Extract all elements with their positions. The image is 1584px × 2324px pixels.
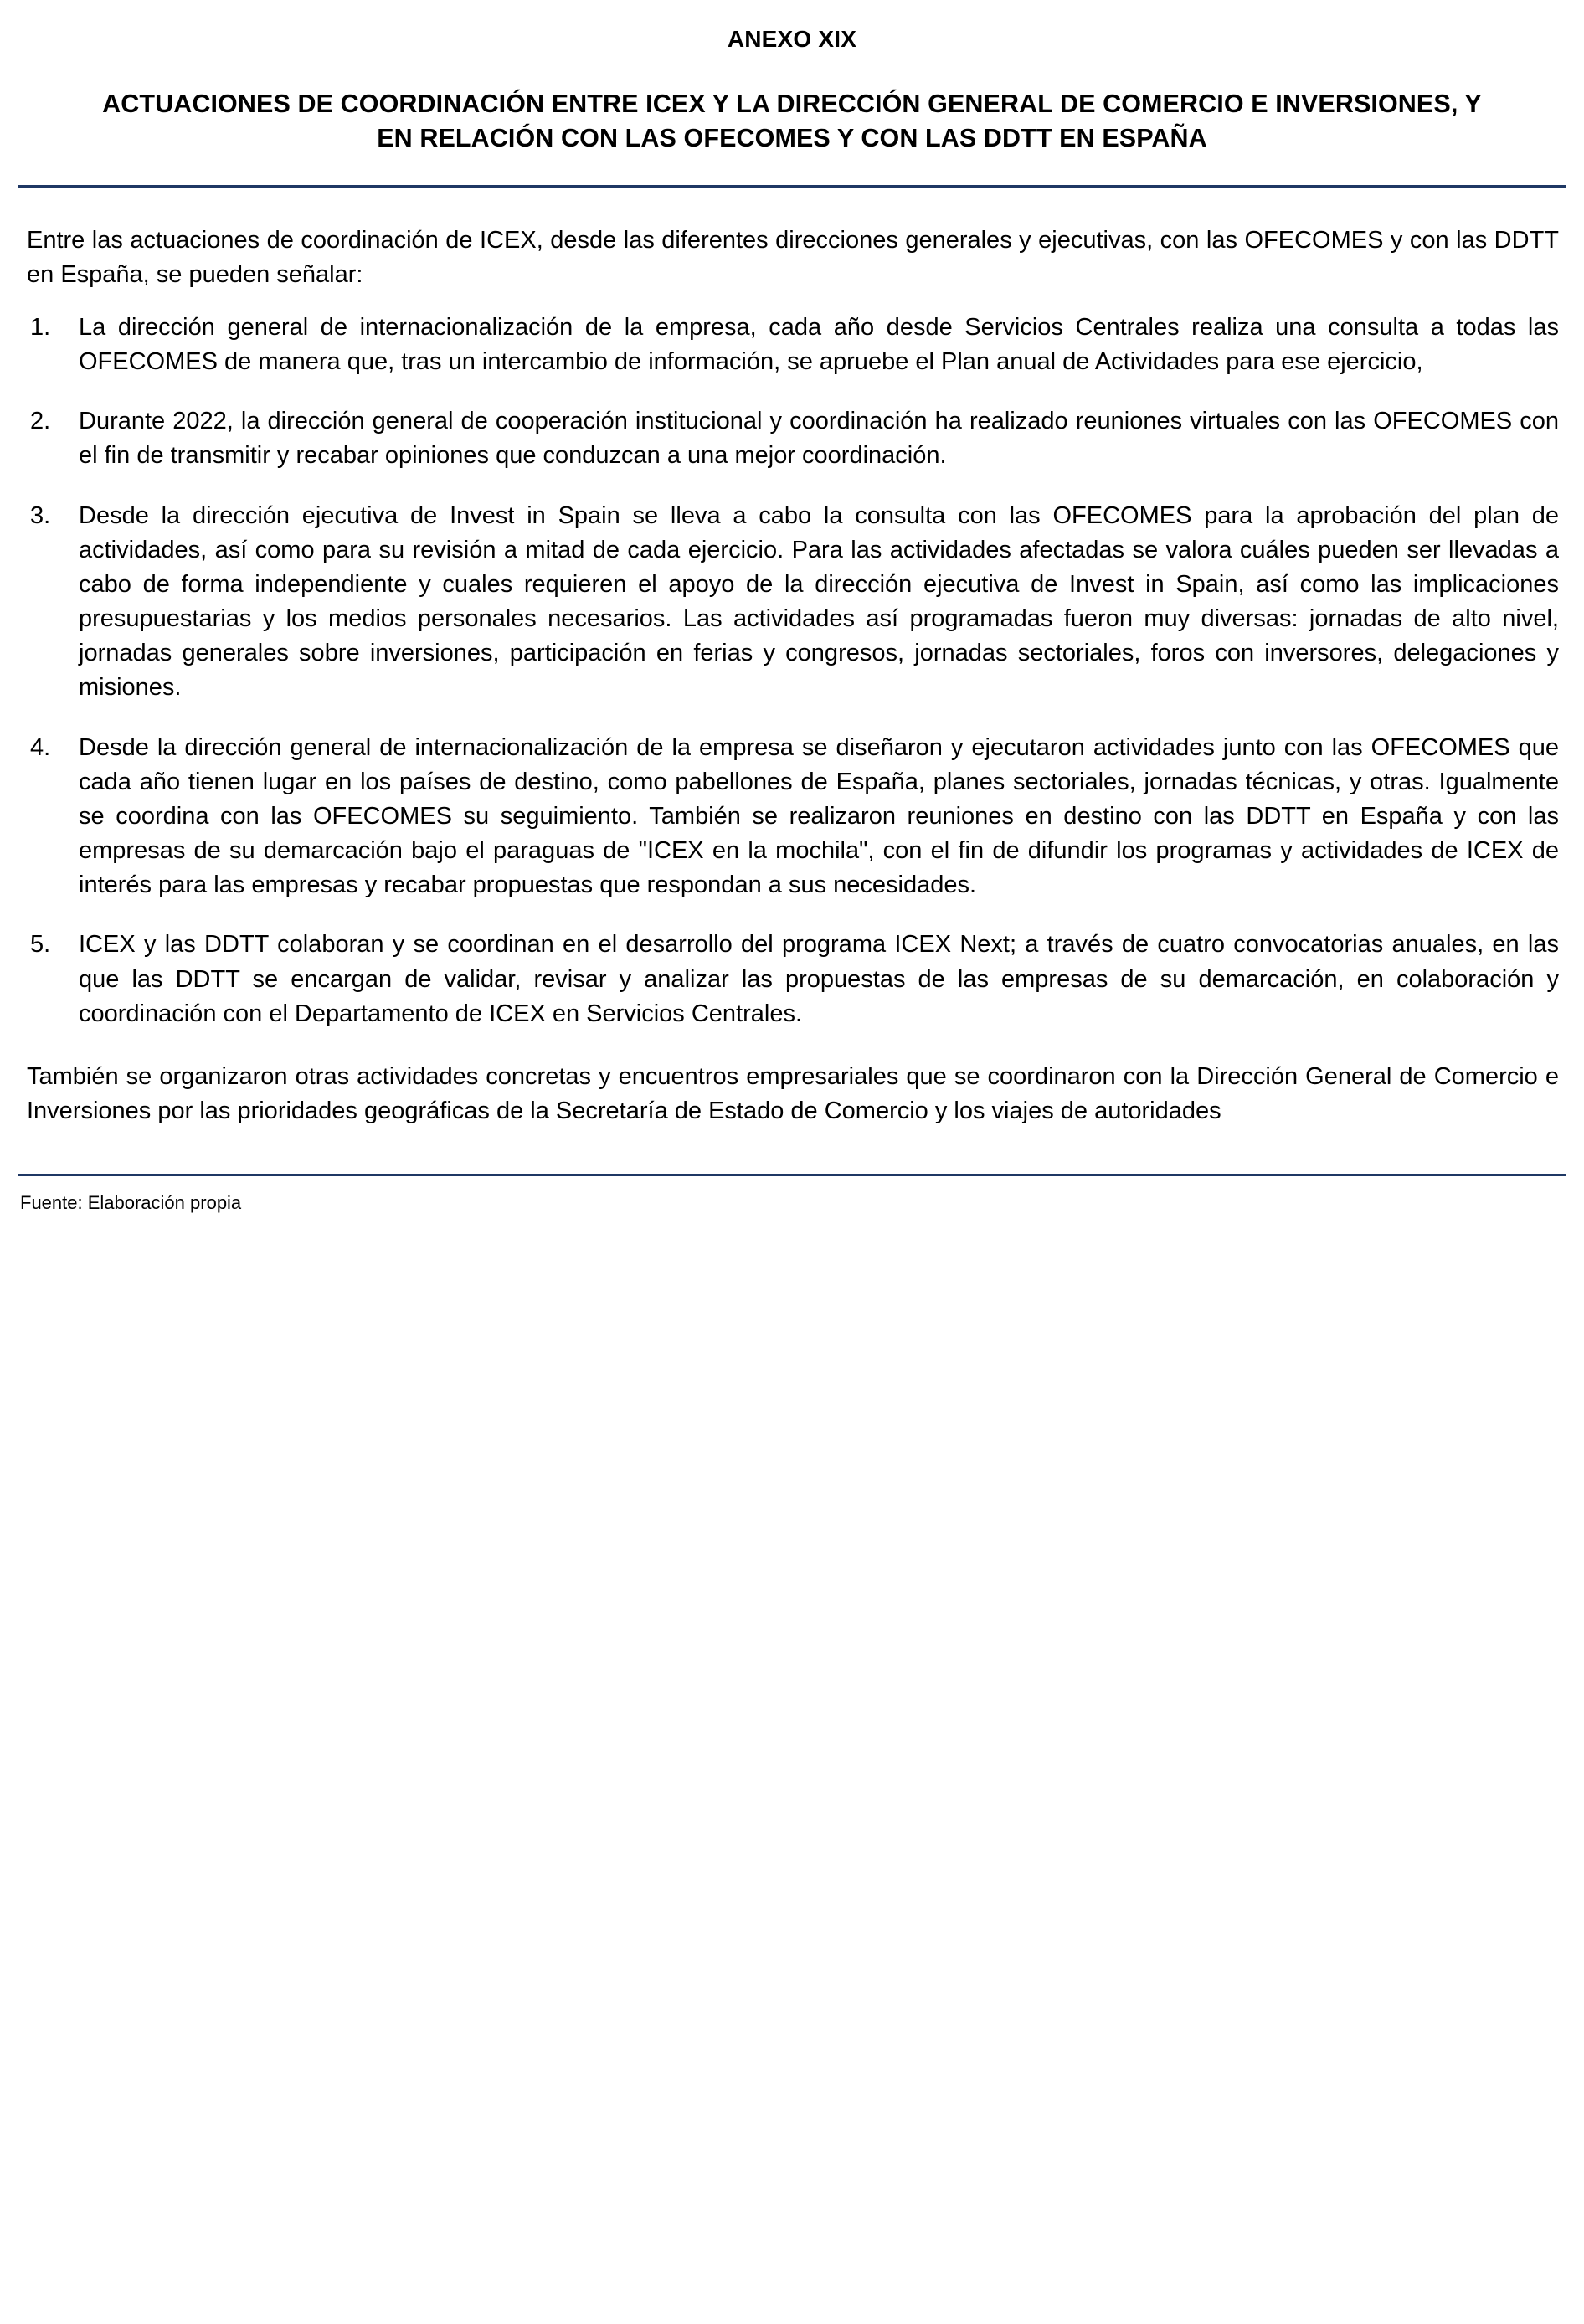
intro-paragraph: Entre las actuaciones de coordinación de ICEX, desde las diferentes direcciones generales y ejecutivas, con las OFECOMES y con las DDTT en España, se pueden señalar:	[27, 226, 1559, 288]
numbered-list	[27, 311, 1559, 1031]
list-item: Desde la dirección ejecutiva de Invest in Spain se lleva a cabo la consulta con las OFECOMES para la aprobación del plan de actividades, así como para su revisión a mitad de cada ejercicio. Para las actividades afectadas se valora cuáles pueden ser llevadas a cabo de forma independiente y cuales requieren el apoyo de la dirección ejecutiva de Invest in Spain, así como las implicaciones presupuestarias y los medios personales necesarios. Las actividades así programadas fueron muy diversas: jornadas de alto nivel, jornadas generales sobre inversiones, participación en ferias y congresos, jornadas sectoriales, foros con inversores, delegaciones y misiones.	[79, 501, 1559, 702]
annex-label: ANEXO XIX	[727, 26, 857, 52]
list-item: Durante 2022, la dirección general de cooperación institucional y coordinación ha realizado reuniones virtuales con las OFECOMES con el fin de transmitir y recabar opiniones que conduzcan a una mejor coordinación.	[79, 408, 1559, 470]
list-item: ICEX y las DDTT colaboran y se coordinan en el desarrollo del programa ICEX Next; a través de cuatro convocatorias anuales, en las que las DDTT se encargan de validar, revisar y analizar las propuestas de las empresas de su demarcación, en colaboración y coordinación con el Departamento de ICEX en Servicios Centrales.	[79, 931, 1559, 1027]
page-title: ACTUACIONES DE COORDINACIÓN ENTRE ICEX Y LA DIRECCIÓN GENERAL DE COMERCIO E INVERSIONES, Y EN RELACIÓN CON LAS OFECOMES Y CON LAS DDTT EN ESPAÑA	[102, 89, 1482, 153]
closing-paragraph: También se organizaron otras actividades concretas y encuentros empresariales que se coordinaron con la Dirección General de Comercio e Inversiones por las prioridades geográficas de la Secretaría de Estado de Comercio y los viajes de autoridades	[27, 1062, 1559, 1125]
title-divider	[18, 185, 1566, 188]
footer-divider	[18, 1174, 1566, 1176]
list-item: La dirección general de internacionalización de la empresa, cada año desde Servicios Centrales realiza una consulta a todas las OFECOMES de manera que, tras un intercambio de información, se apruebe el Plan anual de Actividades para ese ejercicio,	[79, 313, 1559, 376]
document-body	[18, 224, 1566, 1129]
source-note: Fuente: Elaboración propia	[20, 1192, 242, 1214]
list-item: Desde la dirección general de internacionalización de la empresa se diseñaron y ejecutaron actividades junto con las OFECOMES que cada año tienen lugar en los países de destino, como pabellones de España, planes sectoriales, jornadas técnicas, y otras. Igualmente se coordina con las OFECOMES su seguimiento. También se realizaron reuniones en destino con las DDTT en España y con las empresas de su demarcación bajo el paraguas de "ICEX en la mochila", con el fin de difundir los programas y actividades de ICEX de interés para las empresas y recabar propuestas que respondan a sus necesidades.	[79, 733, 1559, 899]
